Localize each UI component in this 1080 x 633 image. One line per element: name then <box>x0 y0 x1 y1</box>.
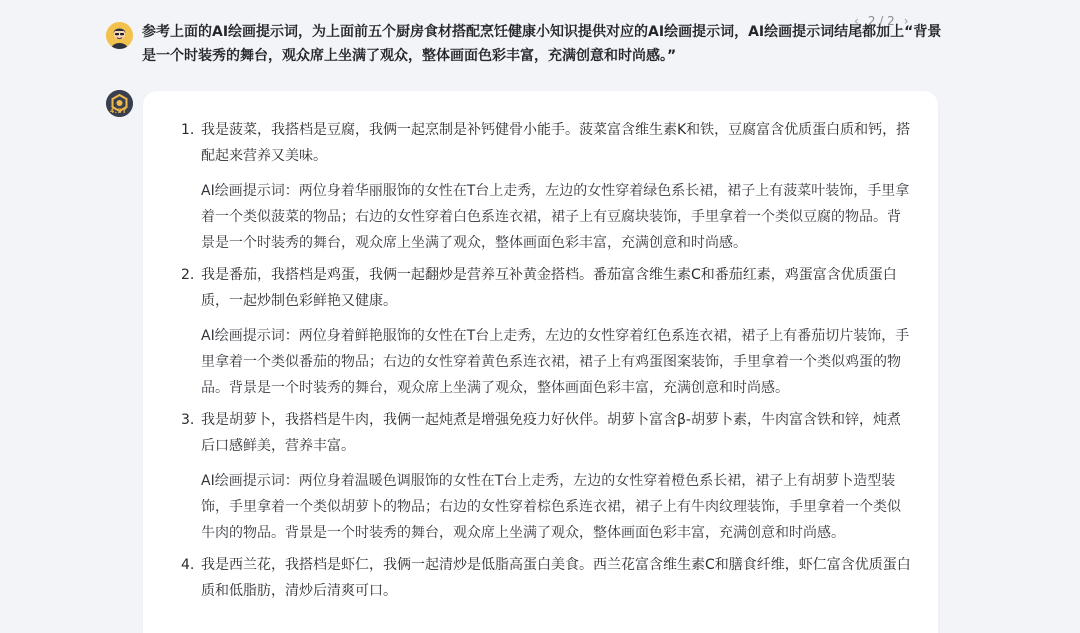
list-item-prompt: AI绘画提示词：两位身着温暖色调服饰的女性在T台上走秀，左边的女性穿着橙色系长裙，裙子上有胡萝卜造型装饰，手里拿着一个类似胡萝卜的物品；右边的女性穿着棕色系连衣裙，裙子上有牛肉纹理装饰，手里拿着一个类似牛肉的物品。背景是一个时装秀的舞台，观众席上坐满了观众，整体画面色彩丰富，充满创意和时尚感。 <box>201 473 901 541</box>
response-pager <box>854 12 909 30</box>
list-item-prompt: AI绘画提示词：两位身着华丽服饰的女性在T台上走秀，左边的女性穿着绿色系长裙，裙子上有菠菜叶装饰，手里拿着一个类似菠菜的物品；右边的女性穿着白色系连衣裙，裙子上有豆腐块装饰，手里拿着一个类似豆腐的物品。背景是一个时装秀的舞台，观众席上坐满了观众，整体画面色彩丰富，充满创意和时尚感。 <box>201 183 910 251</box>
assistant-response-card <box>143 91 938 633</box>
list-item <box>181 407 911 546</box>
next-response-icon[interactable]: › <box>903 14 909 28</box>
list-item <box>181 117 911 256</box>
assistant-model-badge: 4.5T <box>110 108 127 115</box>
user-avatar-icon <box>106 22 133 49</box>
list-item <box>181 552 911 604</box>
pager-label: 2 / 2 <box>867 14 895 28</box>
previous-response-icon[interactable]: ‹ <box>854 14 859 28</box>
list-item-number: 3. <box>181 412 195 428</box>
list-item-text: 我是番茄，我搭档是鸡蛋，我俩一起翻炒是营养互补黄金搭档。番茄富含维生素C和番茄红素，鸡蛋富含优质蛋白质，一起炒制色彩鲜艳又健康。 <box>201 267 897 309</box>
list-item-number: 4. <box>181 557 195 573</box>
user-avatar <box>106 22 133 49</box>
list-item <box>181 262 911 401</box>
list-item-text: 我是菠菜，我搭档是豆腐，我俩一起烹制是补钙健骨小能手。菠菜富含维生素K和铁，豆腐富含优质蛋白质和钙，搭配起来营养又美味。 <box>201 122 911 164</box>
response-list <box>181 117 911 604</box>
list-item-text: 我是胡萝卜，我搭档是牛肉，我俩一起炖煮是增强免疫力好伙伴。胡萝卜富含β-胡萝卜素，牛肉富含铁和锌，炖煮后口感鲜美，营养丰富。 <box>201 412 901 454</box>
user-message-text: 参考上面的AI绘画提示词，为上面前五个厨房食材搭配烹饪健康小知识提供对应的AI绘画提示词，AI绘画提示词结尾都加上“背景是一个时装秀的舞台，观众席上坐满了观众，整体画面色彩丰富，充满创意和时尚感。” <box>142 24 942 64</box>
list-item-number: 1. <box>181 122 195 138</box>
list-item-number: 2. <box>181 267 195 283</box>
list-item-text: 我是西兰花，我搭档是虾仁，我俩一起清炒是低脂高蛋白美食。西兰花富含维生素C和膳食纤维，虾仁富含优质蛋白质和低脂肪，清炒后清爽可口。 <box>201 557 911 599</box>
list-item-prompt: AI绘画提示词：两位身着鲜艳服饰的女性在T台上走秀，左边的女性穿着红色系连衣裙，裙子上有番茄切片装饰，手里拿着一个类似番茄的物品；右边的女性穿着黄色系连衣裙，裙子上有鸡蛋图案装饰，手里拿着一个类似鸡蛋的物品。背景是一个时装秀的舞台，观众席上坐满了观众，整体画面色彩丰富，充满创意和时尚感。 <box>201 328 910 396</box>
